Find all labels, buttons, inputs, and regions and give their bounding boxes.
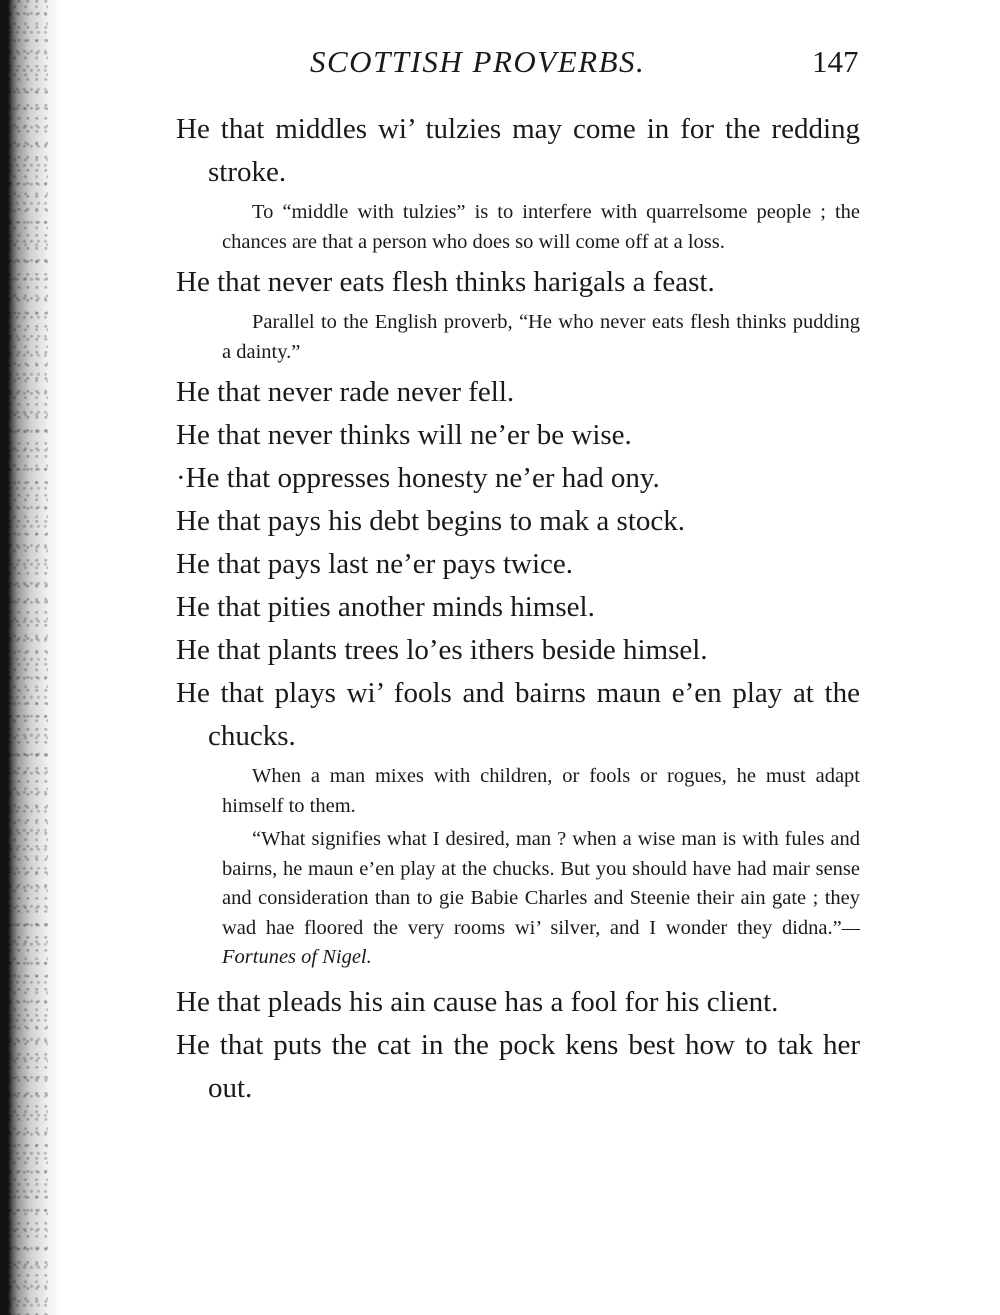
proverb: He that never eats flesh thinks harigals a feast.: [176, 266, 715, 298]
proverb-quotation: [176, 825, 860, 973]
proverb: ·He that oppresses honesty ne’er had ony.: [176, 462, 660, 494]
proverb: He that pays last ne’er pays twice.: [176, 548, 573, 580]
proverb: He that never thinks will ne’er be wise.: [176, 419, 632, 451]
proverb: He that never rade never fell.: [176, 376, 515, 408]
binding-speckle: [8, 0, 48, 1315]
page-number: 147: [812, 44, 859, 79]
proverb: He that pities another minds himsel.: [176, 591, 595, 623]
proverb: He that pleads his ain cause has a fool for his client.: [176, 985, 779, 1018]
proverb-list: [176, 108, 860, 1110]
proverb-note: To “middle with tulzies” is to interfere with quarrelsome people ; the chances are that a person who does so will come off at a loss.: [222, 201, 860, 253]
proverb: He that pays his debt begins to mak a stock.: [176, 505, 686, 537]
quotation-text: “What signifies what I desired, man ? when a wise man is with fules and bairns, he maun e’en play at the chucks. But you should have had mair sense and consideration than to gie Babie Charles and Steenie their ain gate ; they wad hae floored the very rooms wi’ silver, and I wonder they didna.”: [222, 828, 860, 939]
proverb: He that plants trees lo’es ithers beside himsel.: [176, 634, 708, 666]
proverb: He that plays wi’ fools and bairns maun e’en play at the chucks.: [176, 677, 860, 752]
proverb-note: When a man mixes with children, or fools or rogues, he must adapt himself to them.: [222, 765, 860, 817]
page-header: [310, 44, 870, 88]
proverb: He that middles wi’ tulzies may come in for the redding stroke.: [176, 113, 860, 188]
proverb: He that puts the cat in the pock kens best how to tak her out.: [176, 1028, 860, 1104]
running-title: SCOTTISH PROVERBS.: [310, 44, 646, 79]
quotation-citation: —Fortunes of Nigel.: [222, 916, 860, 968]
proverb-note: Parallel to the English proverb, “He who never eats flesh thinks pudding a dainty.”: [222, 311, 860, 363]
